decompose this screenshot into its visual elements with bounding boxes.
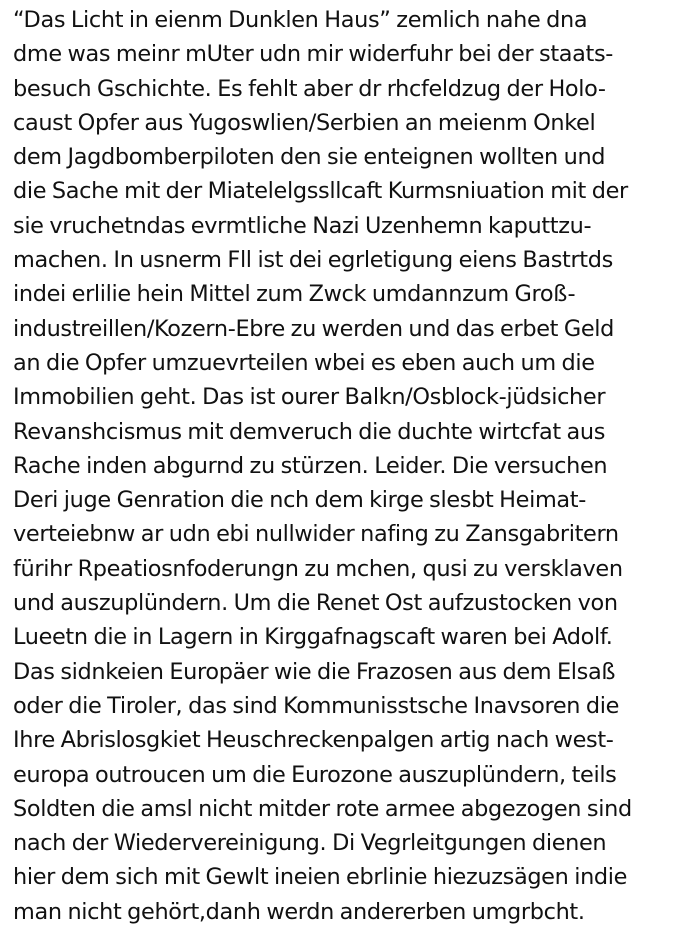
text-line: Immobilien geht. Das ist ourer Balkn/Osblock-jüdsicher: [13, 384, 606, 411]
text-line: und auszuplündern. Um die Renet Ost aufzustocken von: [13, 590, 618, 617]
text-line: nach der Wiedervereinigung. Di Vegrleitgungen dienen: [13, 830, 607, 857]
text-line: dem Jagdbomberpiloten den sie enteignen wollten und: [13, 144, 606, 171]
text-line: Deri juge Genration die nch dem kirge slesbt Heimat-: [13, 487, 586, 514]
text-line: hier dem sich mit Gewlt ineien ebrlinie hiezuzsägen indie: [13, 864, 628, 891]
text-line: sie vruchetndas evrmtliche Nazi Uzenhemn kaputtzu-: [13, 212, 592, 239]
text-line: verteiebnw ar udn ebi nullwider nafing zu Zansgabritern: [13, 521, 619, 548]
text-line: “Das Licht in eienm Dunklen Haus” zemlich nahe dna: [13, 7, 588, 33]
text-line: machen. In usnerm Fll ist dei egrletigung eiens Bastrtds: [13, 247, 613, 274]
text-line: fürihr Rpeatiosnfoderungn zu mchen, qusi zu versklaven: [13, 555, 623, 582]
text-line: indei erlilie hein Mittel zum Zwck umdannzum Groß-: [13, 281, 576, 308]
text-line: dme was meinr mUter udn mir widerfuhr bei der staats-: [13, 41, 614, 68]
text-line: an die Opfer umzuevrteilen wbei es eben auch um die: [13, 349, 595, 376]
text-line: Rache inden abgurnd zu stürzen. Leider. Die versuchen: [13, 452, 608, 479]
text-line: Das sidnkeien Europäer wie die Frazosen aus dem Elsaß: [13, 658, 616, 685]
text-line: man nicht gehört,danh werdn andererben umgrbcht.: [13, 898, 585, 925]
text-line: die Sache mit der Miatelelgssllcaft Kurmsniuation mit der: [13, 178, 628, 205]
text-line: Soldten die amsl nicht mitder rote armee abgezogen sind: [13, 795, 632, 822]
text-line: Lueetn die in Lagern in Kirggafnagscaft waren bei Adolf.: [13, 624, 613, 651]
text-line: Revanshcismus mit demveruch die duchte wirtcfat aus: [13, 418, 606, 445]
text-line: caust Opfer aus Yugoswlien/Serbien an meienm Onkel: [13, 109, 596, 136]
text-line: oder die Tiroler, das sind Kommunisstsche Inavsoren die: [13, 692, 620, 719]
text-line: Ihre Abrislosgkiet Heuschreckenpalgen artig nach west-: [13, 727, 614, 754]
text-line: besuch Gschichte. Es fehlt aber dr rhcfeldzug der Holo-: [13, 75, 606, 102]
text-line: industreillen/Kozern-Ebre zu werden und das erbet Geld: [13, 315, 614, 342]
text-line: europa outroucen um die Eurozone auszuplündern, teils: [13, 761, 617, 788]
